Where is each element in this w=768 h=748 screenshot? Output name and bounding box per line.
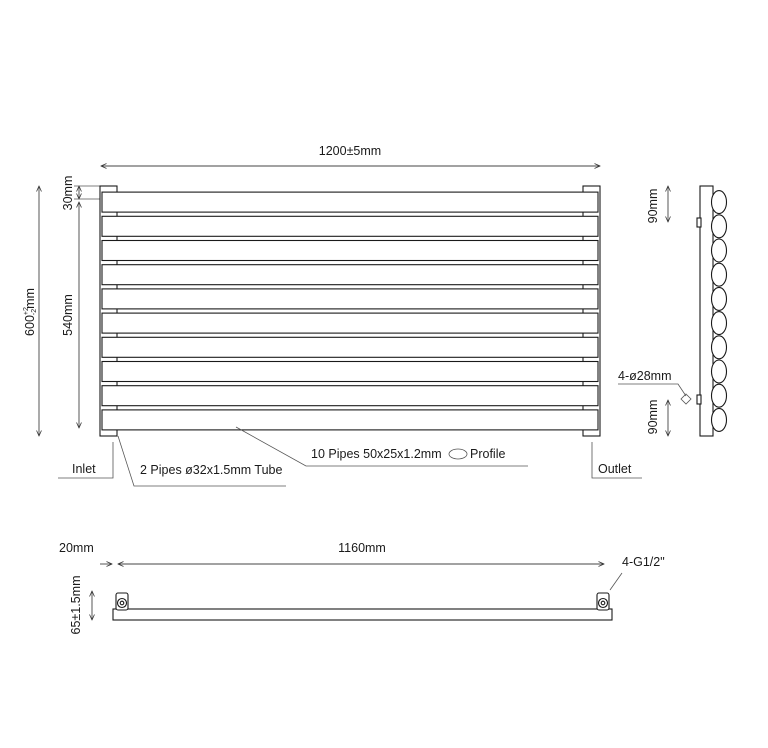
header-note-label: 2 Pipes ø32x1.5mm Tube: [140, 463, 283, 477]
bottom-offset-label: 90mm: [646, 399, 660, 435]
offset-label: 20mm: [59, 541, 94, 555]
thread-label: 4-G1/2": [622, 555, 665, 569]
top-offset-label: 90mm: [646, 188, 660, 224]
tube-profile-oval: [712, 287, 727, 310]
left-valve-icon: [116, 593, 128, 610]
profile-label: Profile: [470, 447, 506, 461]
tube-profile-oval: [712, 336, 727, 359]
profile-oval-icon: [449, 449, 467, 459]
top-bracket: [697, 218, 701, 227]
horizontal-tube: [102, 241, 598, 261]
bottom-bracket: [697, 395, 701, 404]
diameter-label: 4-ø28mm: [618, 369, 672, 383]
height-value: 600: [23, 315, 37, 336]
outlet-label: Outlet: [598, 462, 632, 476]
horizontal-tube: [102, 410, 598, 430]
bottom-header-bar: [113, 609, 612, 620]
horizontal-tube: [102, 192, 598, 212]
tube-profile-oval: [712, 263, 727, 286]
right-valve-icon: [597, 593, 609, 610]
pipe-span-label: 540mm: [61, 294, 75, 336]
side-tube-profiles: [712, 191, 727, 432]
overall-height-label: [23, 288, 38, 336]
horizontal-tube: [102, 289, 598, 309]
tube-profile-oval: [712, 215, 727, 238]
tube-profile-oval: [712, 239, 727, 262]
svg-text:600+2-2mm: [23, 288, 38, 336]
side-header-pipe: [700, 186, 713, 436]
height-tolerance-plus: +2: [23, 307, 30, 316]
tube-note-label: 10 Pipes 50x25x1.2mm: [311, 447, 442, 461]
header-note-leader: [118, 436, 286, 486]
tube-profile-oval: [712, 312, 727, 335]
front-view: [23, 144, 642, 486]
horizontal-tube: [102, 362, 598, 382]
tube-profile-oval: [712, 191, 727, 214]
bottom-view: [59, 541, 665, 634]
tube-profile-oval: [712, 408, 727, 431]
horizontal-tube: [102, 337, 598, 357]
depth-label: 65±1.5mm: [69, 575, 83, 635]
horizontal-tube: [102, 216, 598, 236]
height-unit: mm: [23, 288, 37, 309]
tube-profile-oval: [712, 360, 727, 383]
centers-label: 1160mm: [338, 541, 386, 555]
height-tolerance-minus: -2: [31, 308, 38, 316]
thread-leader: [610, 573, 622, 590]
top-gap-label: 30mm: [61, 175, 75, 211]
horizontal-tube: [102, 386, 598, 406]
horizontal-tubes: [102, 192, 598, 430]
inlet-label: Inlet: [72, 462, 96, 476]
width-label: 1200±5mm: [318, 144, 382, 158]
diameter-leader: [618, 384, 686, 396]
horizontal-tube: [102, 313, 598, 333]
horizontal-tube: [102, 265, 598, 285]
tube-profile-oval: [712, 384, 727, 407]
side-view: [618, 186, 727, 436]
